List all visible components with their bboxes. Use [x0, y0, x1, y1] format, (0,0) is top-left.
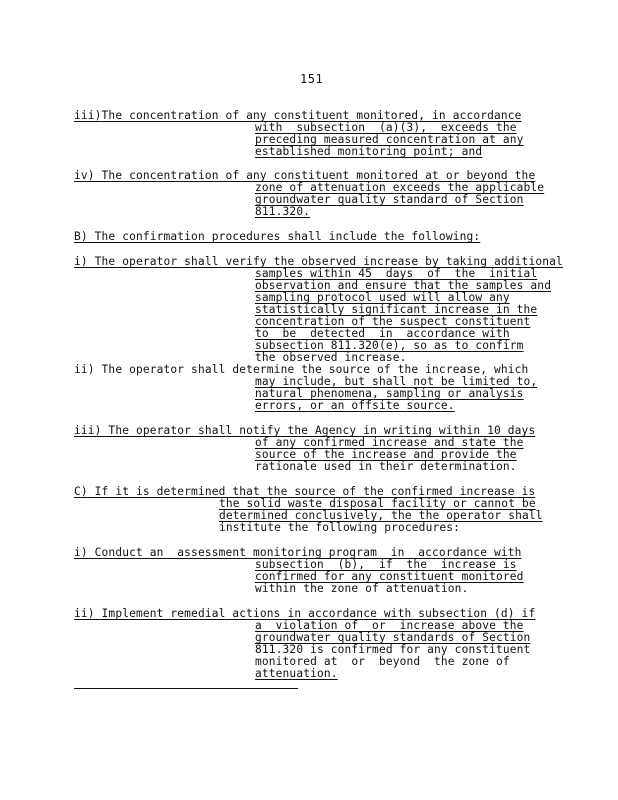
- paragraph-iii-notify-line-2: source of the increase and provide the: [255, 448, 517, 461]
- paragraph-iii-concentration-line-3: established monitoring point; and: [255, 145, 483, 158]
- paragraph-ii-source-line-3: errors, or an offsite source.: [255, 399, 455, 412]
- paragraph-ii-remedial-line-1: a violation of or increase above the: [255, 619, 524, 632]
- paragraph-iv-concentration-line-3: 811.320.: [255, 205, 311, 218]
- paragraph-ii-remedial-lead: ii) Implement remedial actions in accordance with subsection (d) if: [74, 607, 536, 620]
- paragraph-i-verify-line-5: concentration of the suspect constituent: [255, 315, 531, 328]
- paragraph-i-verify-lead: i) The operator shall verify the observed increase by taking additional: [74, 255, 563, 268]
- section-c-line-3: institute the following procedures:: [219, 521, 460, 534]
- paragraph-i-assessment-line-1: subsection (b), if the increase is: [255, 558, 517, 571]
- page-number: 151: [300, 72, 324, 86]
- paragraph-iii-concentration-line-2: preceding measured concentration at any: [255, 133, 524, 146]
- paragraph-ii-source-line-2: natural phenomena, sampling or analysis: [255, 387, 524, 400]
- paragraph-i-verify-line-8: the observed increase.: [255, 351, 407, 364]
- paragraph-i-verify-line-3: sampling protocol used will allow any: [255, 291, 510, 304]
- section-c-lead: C) If it is determined that the source of the confirmed increase is: [74, 485, 536, 498]
- bottom-divider-line: [74, 688, 298, 689]
- section-c-line-1: the solid waste disposal facility or cannot be: [219, 497, 536, 510]
- paragraph-ii-remedial-line-5: attenuation.: [255, 667, 338, 680]
- paragraph-ii-source-line-1: may include, but shall not be limited to,: [255, 375, 538, 388]
- paragraph-iii-notify-line-3: rationale used in their determination.: [255, 460, 517, 473]
- paragraph-iv-concentration-line-1: zone of attenuation exceeds the applicable: [255, 181, 545, 194]
- paragraph-iii-notify-lead: iii) The operator shall notify the Agency in writing within 10 days: [74, 424, 536, 437]
- paragraph-i-verify-line-4: statistically significant increase in the: [255, 303, 538, 316]
- paragraph-i-verify-line-6: to be detected in accordance with: [255, 327, 510, 340]
- paragraph-i-verify-line-7: subsection 811.320(e), so as to confirm: [255, 339, 524, 352]
- paragraph-i-assessment-line-2: confirmed for any constituent monitored: [255, 570, 524, 583]
- section-b-heading: B) The confirmation procedures shall include the following:: [74, 230, 481, 243]
- paragraph-ii-remedial-line-3: 811.320 is confirmed for any constituent: [255, 643, 531, 656]
- paragraph-iii-notify-line-1: of any confirmed increase and state the: [255, 436, 524, 449]
- paragraph-ii-remedial-line-2: groundwater quality standards of Section: [255, 631, 531, 644]
- paragraph-iv-concentration-lead: iv) The concentration of any constituent monitored at or beyond the: [74, 169, 536, 182]
- section-c-line-2: determined conclusively, the the operator shall: [219, 509, 543, 522]
- paragraph-iv-concentration-line-2: groundwater quality standard of Section: [255, 193, 524, 206]
- paragraph-iii-concentration-lead: iii)The concentration of any constituent monitored, in accordance: [74, 109, 522, 122]
- paragraph-i-verify-line-1: samples within 45 days of the initial: [255, 267, 538, 280]
- paragraph-ii-source-lead: ii) The operator shall determine the source of the increase, which: [74, 363, 529, 376]
- paragraph-i-assessment-lead: i) Conduct an assessment monitoring program in accordance with: [74, 546, 522, 559]
- paragraph-ii-remedial-line-4: monitored at or beyond the zone of: [255, 655, 510, 668]
- paragraph-i-assessment-line-3: within the zone of attenuation.: [255, 582, 469, 595]
- paragraph-iii-concentration-line-1: with subsection (a)(3), exceeds the: [255, 121, 517, 134]
- paragraph-i-verify-line-2: observation and ensure that the samples and: [255, 279, 552, 292]
